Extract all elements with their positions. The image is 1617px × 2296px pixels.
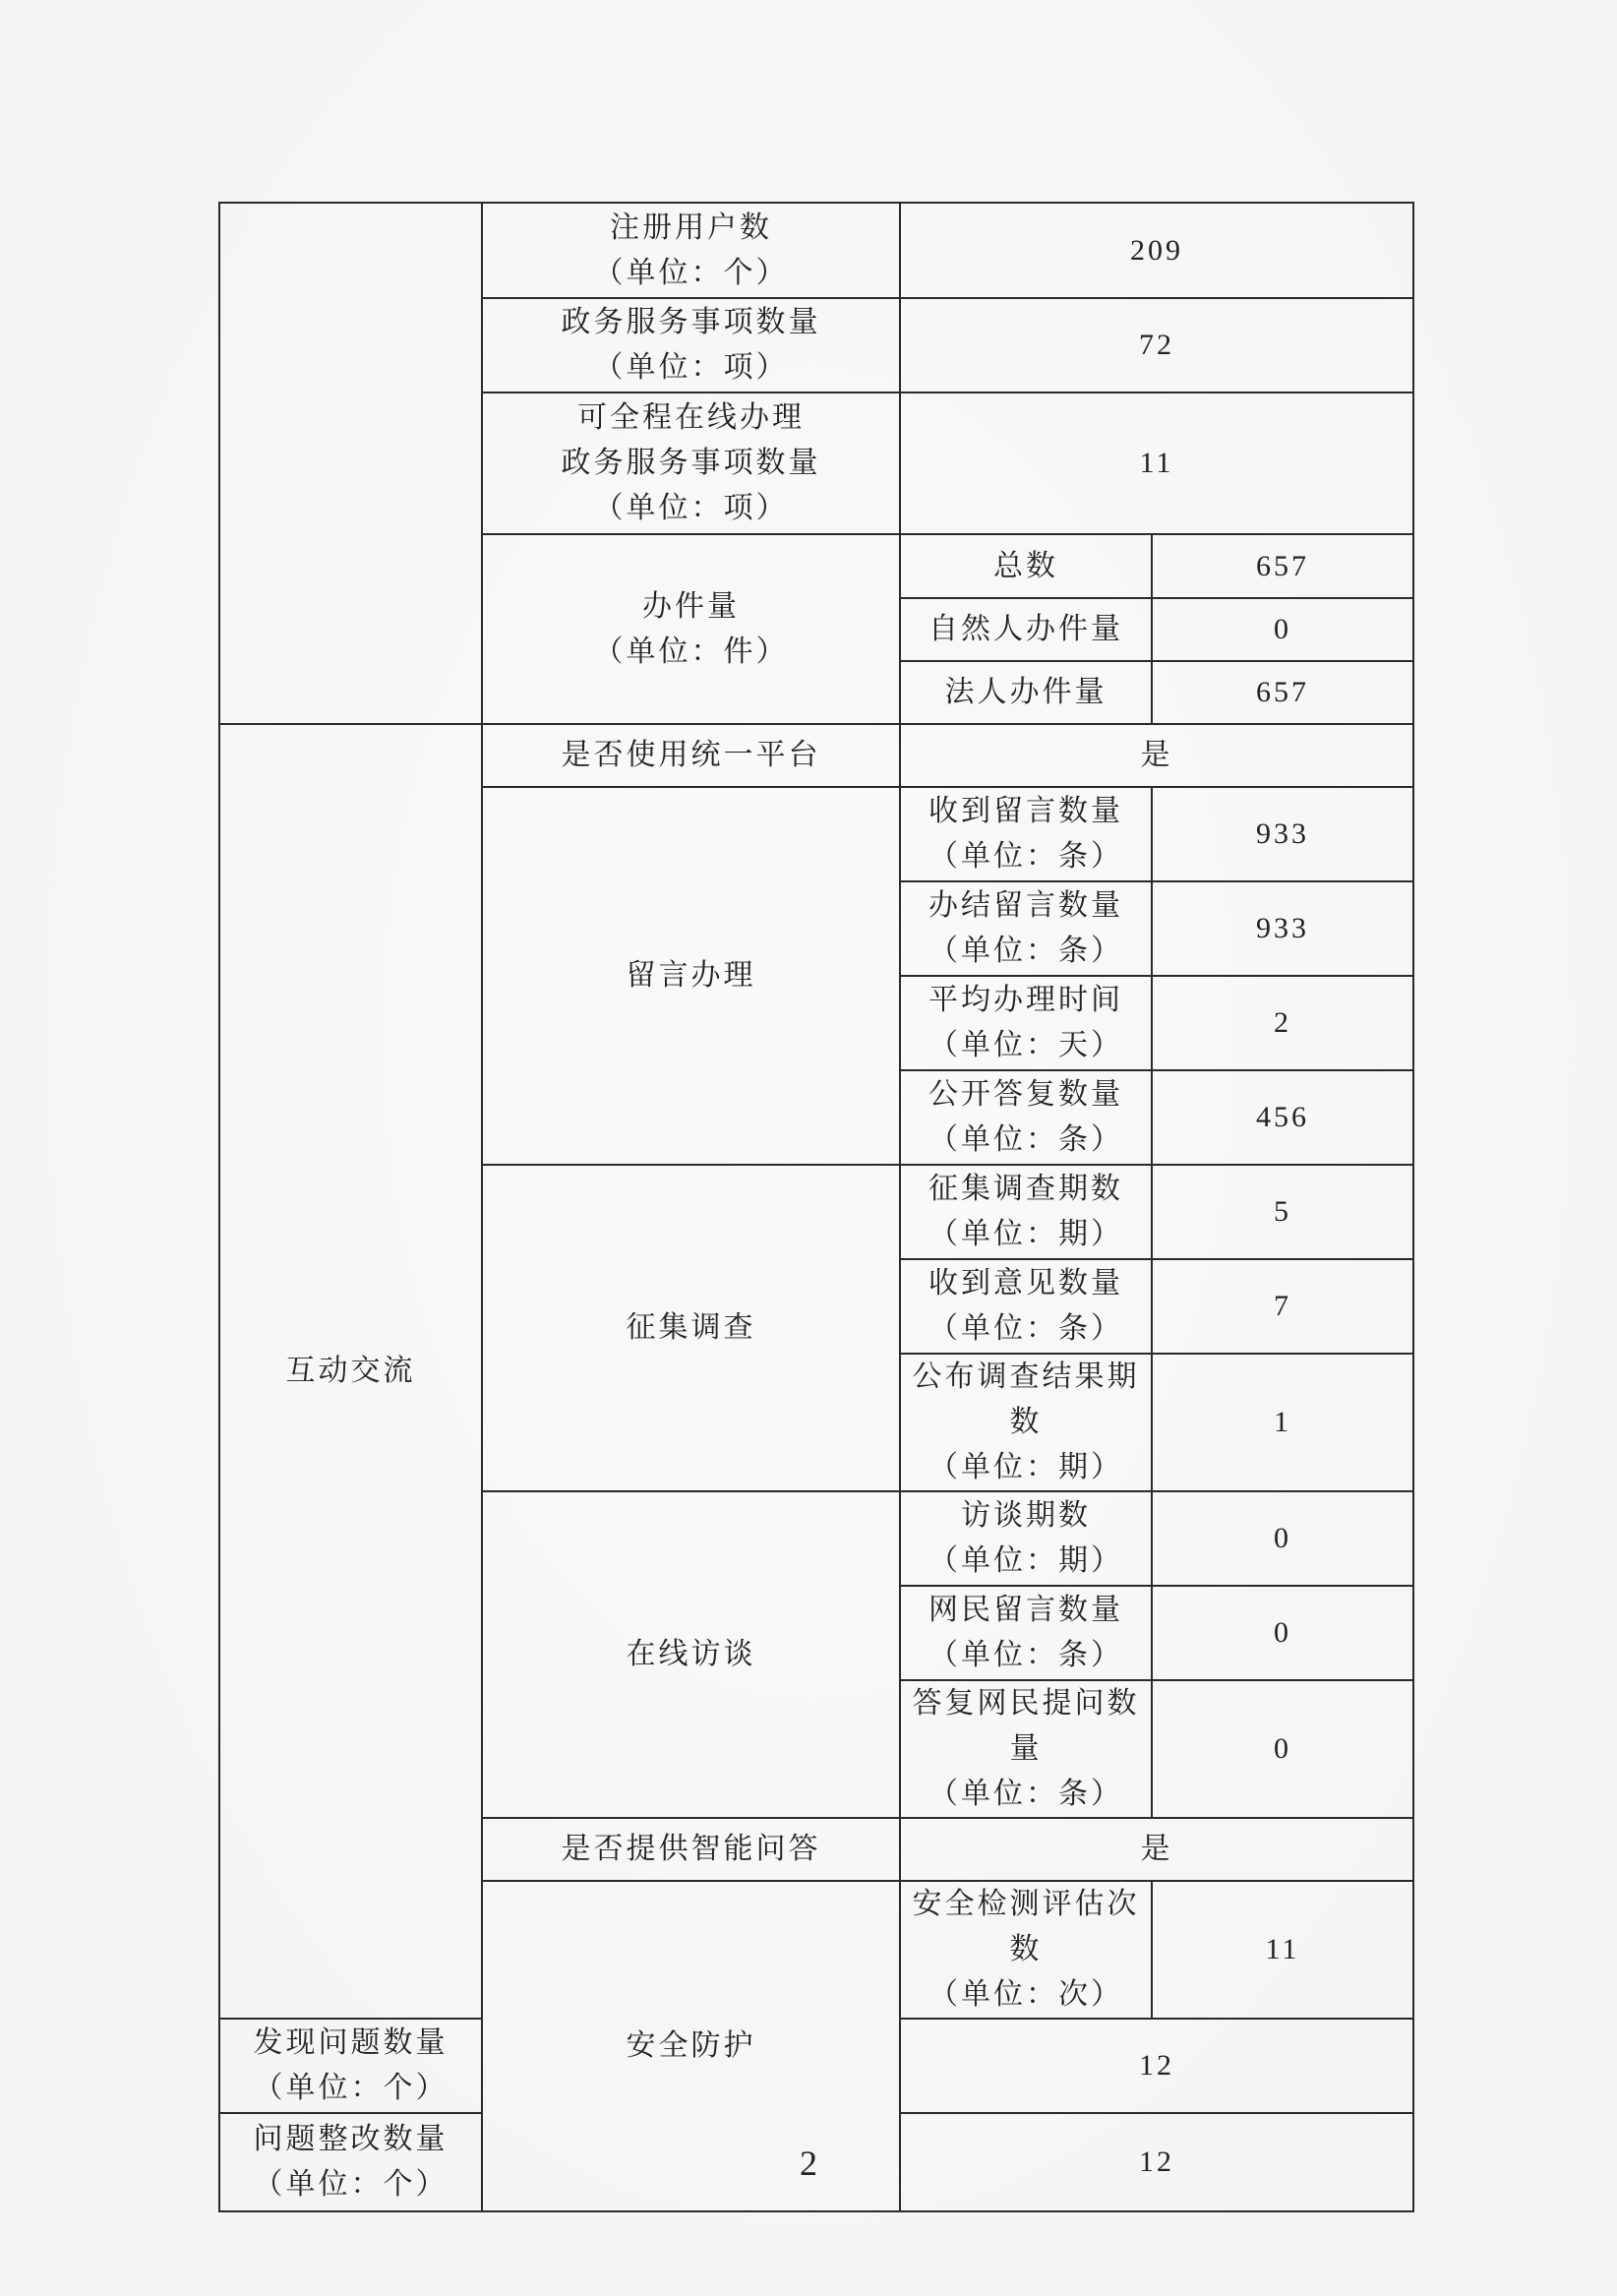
messages-closed-unit: （单位：条） [928, 934, 1123, 968]
service-items-value: 72 [900, 298, 1413, 393]
messages-closed-value: 933 [1152, 881, 1413, 976]
label-cell [900, 787, 1152, 881]
unified-platform-label: 是否使用统一平台 [482, 724, 900, 787]
survey-opinions-value: 7 [1152, 1259, 1413, 1354]
interview-periods-value: 0 [1152, 1491, 1413, 1586]
survey-opinions-label: 收到意见数量 [928, 1266, 1123, 1300]
interviews-label: 在线访谈 [482, 1491, 900, 1818]
online-items-value: 11 [900, 393, 1413, 534]
label-cell [900, 1070, 1152, 1165]
smart-qa-label: 是否提供智能问答 [482, 1818, 900, 1881]
survey-results-value: 1 [1152, 1354, 1413, 1491]
label-cell [482, 298, 900, 393]
online-items-label-line1: 可全程在线办理 [577, 400, 805, 435]
label-cell [219, 2019, 482, 2113]
group-cell-blank [219, 203, 482, 724]
messages-public-replies-value: 456 [1152, 1070, 1413, 1165]
messages-avg-time-label: 平均办理时间 [928, 983, 1123, 1017]
messages-avg-time-unit: （单位：天） [928, 1028, 1123, 1062]
label-cell [900, 976, 1152, 1070]
table-row [219, 724, 1413, 787]
cases-legal-value: 657 [1152, 661, 1413, 724]
netizen-messages-label: 网民留言数量 [928, 1593, 1123, 1627]
unified-platform-value: 是 [900, 724, 1413, 787]
issues-found-value: 12 [900, 2019, 1413, 2113]
cases-natural-value: 0 [1152, 598, 1413, 661]
survey-periods-unit: （单位：期） [928, 1217, 1123, 1251]
cases-total-value: 657 [1152, 534, 1413, 598]
messages-received-value: 933 [1152, 787, 1413, 881]
online-items-label-line2: 政务服务事项数量 [561, 446, 821, 480]
messages-label: 留言办理 [482, 787, 900, 1165]
label-cell [900, 1354, 1152, 1491]
statistics-table [218, 202, 1414, 2212]
service-items-unit: （单位：项） [593, 350, 789, 385]
interaction-group-label: 互动交流 [219, 724, 482, 2019]
messages-received-unit: （单位：条） [928, 839, 1123, 874]
issues-found-label: 发现问题数量 [253, 2025, 449, 2060]
cases-total-label: 总数 [900, 534, 1152, 598]
page-number: 2 [800, 2144, 817, 2183]
messages-public-replies-label: 公开答复数量 [928, 1077, 1123, 1112]
table-row [219, 203, 1413, 298]
interview-periods-label: 访谈期数 [961, 1498, 1091, 1533]
survey-results-unit: （单位：期） [928, 1450, 1123, 1484]
cases-natural-label: 自然人办件量 [900, 598, 1152, 661]
label-cell [900, 1881, 1152, 2019]
messages-public-replies-unit: （单位：条） [928, 1122, 1123, 1157]
answered-questions-unit: （单位：条） [928, 1777, 1123, 1811]
survey-results-label: 公布调查结果期数 [912, 1359, 1140, 1439]
registered-users-value: 209 [900, 203, 1413, 298]
label-cell [900, 1491, 1152, 1586]
label-cell [900, 1165, 1152, 1259]
survey-periods-label: 征集调查期数 [928, 1172, 1123, 1206]
answered-questions-value: 0 [1152, 1680, 1413, 1818]
messages-received-label: 收到留言数量 [928, 794, 1123, 828]
label-cell [482, 534, 900, 724]
issues-fixed-value: 12 [900, 2113, 1413, 2211]
assessments-value: 11 [1152, 1881, 1413, 2019]
survey-opinions-unit: （单位：条） [928, 1311, 1123, 1346]
messages-closed-label: 办结留言数量 [928, 888, 1123, 923]
registered-users-unit: （单位：个） [593, 255, 789, 290]
registered-users-label: 注册用户数 [610, 210, 772, 245]
issues-found-unit: （单位：个） [253, 2071, 449, 2105]
assessments-label: 安全检测评估次数 [912, 1887, 1140, 1966]
answered-questions-label: 答复网民提问数量 [912, 1686, 1140, 1766]
cases-unit: （单位：件） [593, 634, 789, 669]
label-cell [482, 203, 900, 298]
online-items-unit: （单位：项） [593, 491, 789, 525]
surveys-label: 征集调查 [482, 1165, 900, 1491]
security-group-label: 安全防护 [482, 1881, 900, 2211]
netizen-messages-unit: （单位：条） [928, 1638, 1123, 1672]
label-cell [900, 1586, 1152, 1680]
smart-qa-value: 是 [900, 1818, 1413, 1881]
issues-fixed-unit: （单位：个） [253, 2167, 449, 2202]
issues-fixed-label: 问题整改数量 [253, 2122, 449, 2156]
messages-avg-time-value: 2 [1152, 976, 1413, 1070]
interview-periods-unit: （单位：期） [928, 1543, 1123, 1578]
survey-periods-value: 5 [1152, 1165, 1413, 1259]
label-cell [900, 881, 1152, 976]
assessments-unit: （单位：次） [928, 1977, 1123, 2012]
netizen-messages-value: 0 [1152, 1586, 1413, 1680]
service-items-label: 政务服务事项数量 [561, 305, 821, 339]
cases-label: 办件量 [642, 588, 740, 624]
label-cell [482, 393, 900, 534]
label-cell [900, 1259, 1152, 1354]
cases-legal-label: 法人办件量 [900, 661, 1152, 724]
label-cell [900, 1680, 1152, 1818]
